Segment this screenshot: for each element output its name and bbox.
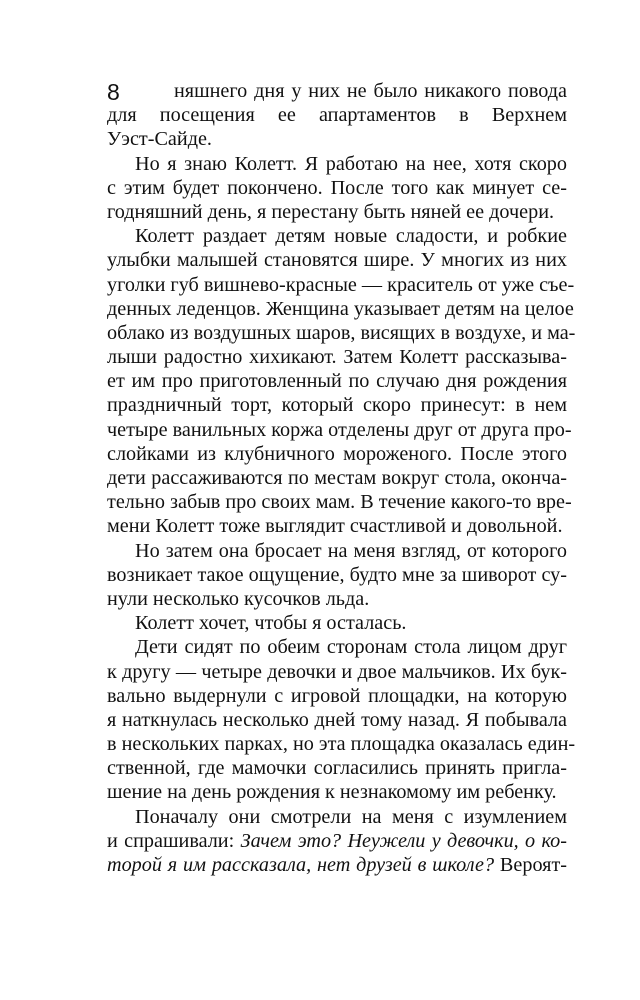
text-line: годняшний день, я перестану быть няней ее дочери. bbox=[107, 200, 555, 223]
text-line: праздничный торт, который скоро принесут: в нем bbox=[107, 394, 567, 417]
italic-fragment: торой я им рассказала, нет друзей в школе? bbox=[107, 854, 495, 876]
text-line: улыбки малышей становятся шире. У многих из них bbox=[107, 249, 567, 272]
text-line: уголки губ вишнево-красные — краситель от уже съе- bbox=[107, 273, 575, 296]
text-line: дети рассаживаются по местам вокруг стола, оконча- bbox=[107, 467, 567, 489]
text-line: Поначалу они смотрели на меня с изумлением bbox=[135, 805, 567, 828]
text-line: ственной, где мамочки согласились принять пригла- bbox=[107, 757, 567, 780]
text-line: няшнего дня у них не было никакого повода bbox=[174, 80, 567, 102]
text-line: для посещения ее апартаментов в Верхнем bbox=[107, 104, 567, 127]
text-line: Но затем она бросает на меня взгляд, от которого bbox=[135, 539, 567, 562]
text-line: мени Колетт тоже выглядит счастливой и довольной. bbox=[107, 515, 563, 538]
text-line: Колетт хочет, чтобы я осталась. bbox=[135, 612, 407, 635]
text-line: слойками из клубничного мороженого. После этого bbox=[107, 442, 567, 465]
text-line: с этим будет покончено. После того как минует се- bbox=[107, 176, 567, 199]
text-line bbox=[107, 829, 567, 853]
text-line: облако из воздушных шаров, висящих в воздухе, и ма- bbox=[107, 321, 576, 344]
italic-fragment: Зачем это? Неужели у девочки, о ко- bbox=[240, 829, 567, 852]
text-line: возникает такое ощущение, будто мне за шиворот су- bbox=[107, 563, 567, 586]
text-line bbox=[107, 853, 567, 877]
text-line: лыши радостно хихикают. Затем Колетт рассказыва- bbox=[107, 346, 567, 369]
text-line: Но я знаю Колетт. Я работаю на нее, хотя скоро bbox=[135, 152, 567, 175]
text-line: в нескольких парках, но эта площадка оказалась един- bbox=[107, 733, 576, 756]
text-line: шение на день рождения к незнакомому им ребенку. bbox=[107, 781, 557, 804]
text-line: тельно забыв про своих мам. В течение какого-то вре- bbox=[107, 491, 572, 514]
text-line: я наткнулась несколько дней тому назад. Я побывала bbox=[107, 708, 567, 731]
text-line: четыре ванильных коржа отделены друг от друга про- bbox=[107, 418, 572, 441]
text-line: ет им про приготовленный по случаю дня рождения bbox=[107, 370, 567, 393]
text-line: нули несколько кусочков льда. bbox=[107, 587, 370, 610]
text-line: денных леденцов. Женщина указывает детям на целое bbox=[107, 297, 574, 320]
text-line: Колетт раздает детям новые сладости, и робкие bbox=[135, 225, 567, 248]
body-text bbox=[107, 79, 576, 877]
text-line: Дети сидят по обеим сторонам стола лицом друг bbox=[135, 636, 567, 659]
text-line: Уэст-Сайде. bbox=[107, 128, 212, 151]
text-fragment: Вероят- bbox=[494, 854, 567, 876]
text-fragment: и спрашивали: bbox=[107, 829, 241, 852]
text-line: вально выдернули с игровой площадки, на которую bbox=[107, 684, 567, 707]
text-line: к другу — четыре девочки и двое мальчиков. Их бук- bbox=[107, 660, 567, 683]
page-number: 8 bbox=[107, 79, 120, 105]
